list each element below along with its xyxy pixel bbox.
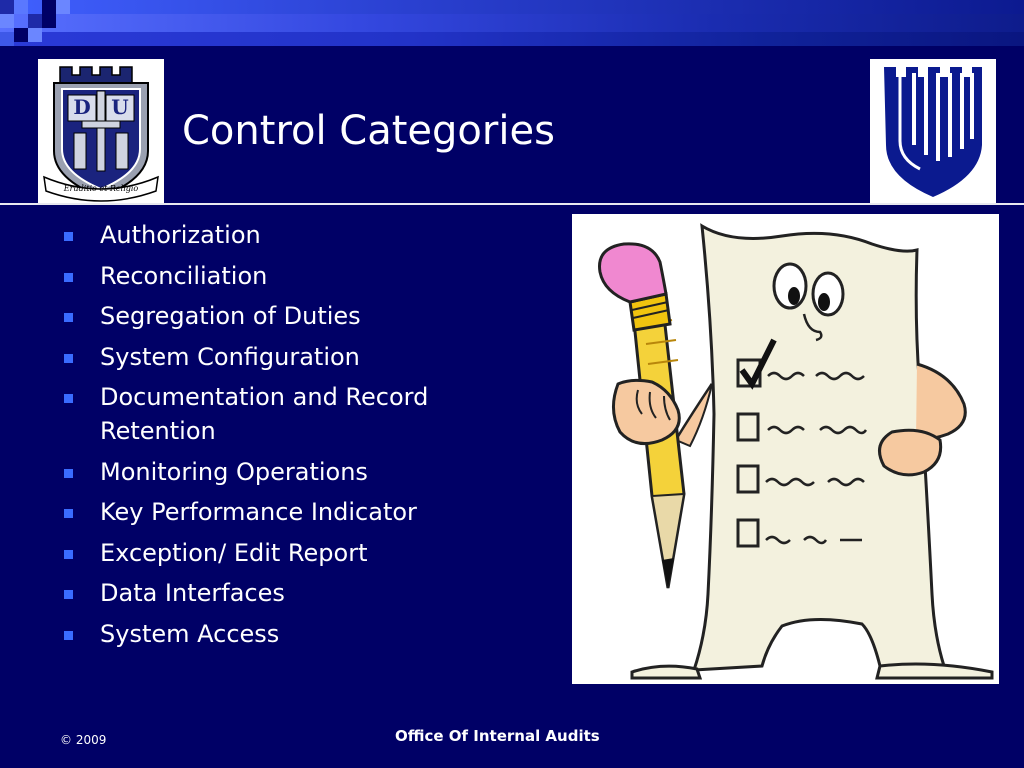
bullet-square-icon	[64, 550, 73, 559]
footer-office-text: Office Of Internal Audits	[395, 727, 600, 745]
top-banner-strip	[0, 0, 1024, 14]
bullet-square-icon	[64, 631, 73, 640]
university-crest-icon	[38, 59, 164, 203]
bullet-square-icon	[64, 313, 73, 322]
decor-square	[56, 0, 70, 14]
bullet-item	[60, 340, 540, 374]
bullet-text: Key Performance Indicator	[100, 498, 417, 526]
bullet-item	[60, 576, 540, 610]
bullet-text: Documentation and Record Retention	[100, 383, 429, 445]
slide-title: Control Categories	[182, 108, 555, 154]
crest-letter-d: D	[73, 95, 91, 119]
top-banner	[0, 0, 1024, 46]
bullet-list	[60, 218, 540, 657]
decor-square	[28, 14, 42, 28]
bullet-square-icon	[64, 232, 73, 241]
decor-square	[42, 0, 56, 14]
bullet-text: Exception/ Edit Report	[100, 538, 368, 567]
bullet-text: Monitoring Operations	[100, 457, 368, 486]
bullet-square-icon	[64, 273, 73, 282]
bullet-square-icon	[64, 394, 73, 403]
decor-square	[28, 28, 42, 42]
bullet-text: System Access	[100, 619, 280, 648]
bullet-text: Authorization	[100, 221, 261, 249]
title-divider	[0, 203, 1024, 205]
bullet-square-icon	[64, 509, 73, 518]
decor-square	[0, 14, 14, 28]
bullet-square-icon	[64, 590, 73, 599]
bullet-text: Reconciliation	[100, 261, 268, 290]
bullet-item	[60, 218, 540, 252]
bullet-item	[60, 380, 540, 448]
decor-square	[0, 32, 14, 46]
bullet-square-icon	[64, 354, 73, 363]
bullet-item	[60, 536, 540, 570]
bullet-item	[60, 495, 540, 529]
university-crest-logo	[38, 59, 164, 203]
top-banner-band	[0, 14, 1024, 32]
checklist-illustration	[572, 214, 999, 684]
decor-square	[42, 14, 56, 28]
shield-tower-logo	[870, 59, 996, 203]
crest-motto: Eruditio et Religio	[63, 184, 139, 193]
bullet-text: System Configuration	[100, 342, 360, 371]
decor-square	[0, 0, 14, 14]
copyright-text: © 2009	[60, 733, 107, 747]
crest-letter-u: U	[111, 95, 129, 119]
decor-square	[14, 28, 28, 42]
bullet-text: Segregation of Duties	[100, 302, 361, 330]
bullet-item	[60, 617, 540, 651]
bullet-item	[60, 259, 540, 293]
decor-square	[14, 0, 28, 14]
checklist-pencil-cartoon-icon	[572, 214, 999, 684]
bullet-item	[60, 299, 540, 333]
bullet-square-icon	[64, 469, 73, 478]
bullet-text: Data Interfaces	[100, 579, 285, 607]
bullet-item	[60, 455, 540, 489]
shield-tower-logo-icon	[870, 59, 996, 203]
